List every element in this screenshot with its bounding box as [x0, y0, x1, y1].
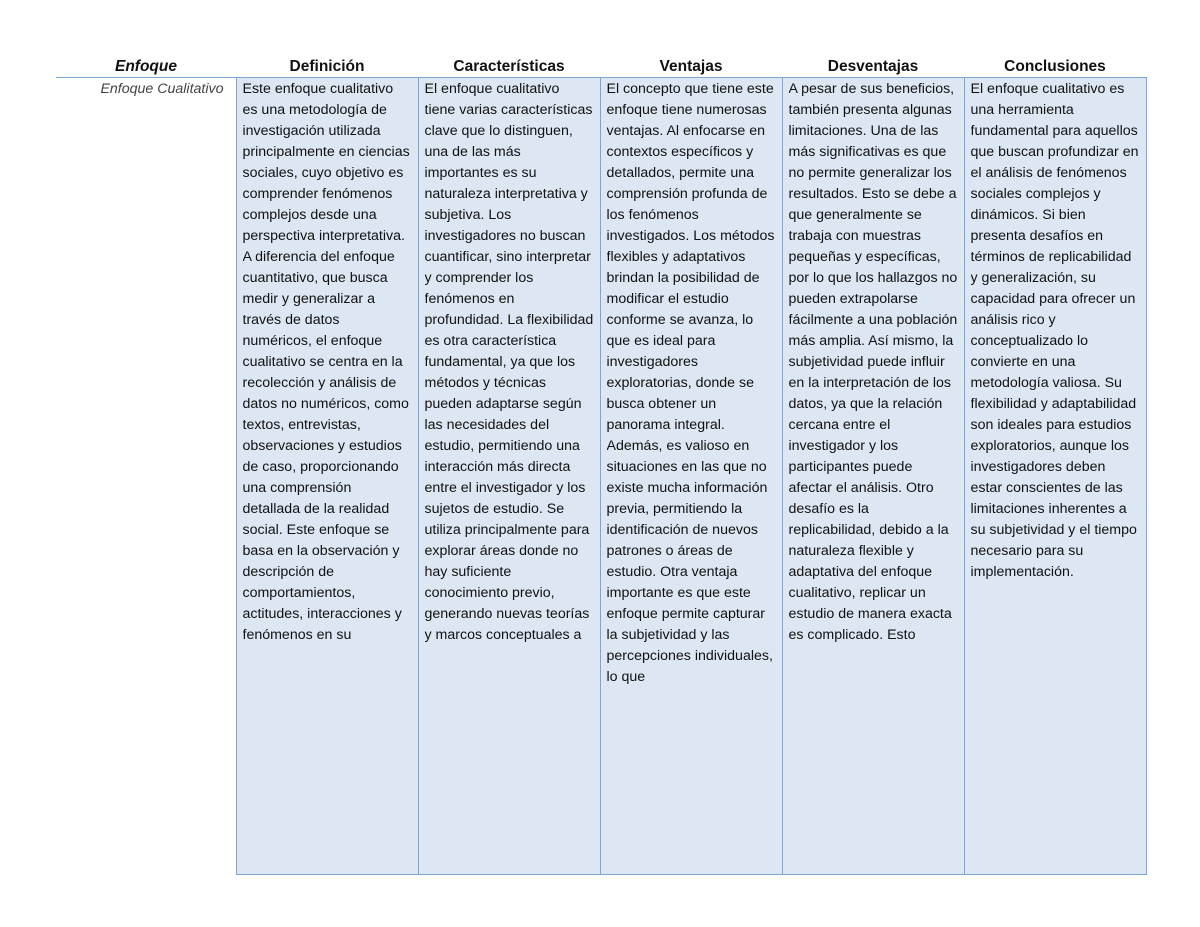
cell-definicion-text: Este enfoque cualitativo es una metodología de investigación utilizada principalmente en ciencias sociales, cuyo objetivo es comprender fenómenos complejos desde una perspectiva interpretativa. A diferencia del enfoque cuantitativo, que busca medir y generalizar a través de datos numéricos, el enfoque cualitativo se centra en la recolección y análisis de datos no numéricos, como textos, entrevistas, observaciones y estudios de caso, proporcionando una comprensión detallada de la realidad social. Este enfoque se basa en la observación y descripción de comportamientos, actitudes, interacciones y fenómenos en su	[242, 81, 410, 643]
cell-ventajas	[600, 78, 782, 875]
cell-desventajas	[782, 78, 964, 875]
header-caracteristicas: Características	[418, 56, 600, 78]
cell-desventajas-text: A pesar de sus beneficios, también presenta algunas limitaciones. Una de las más significativas es que no permite generalizar los resultados. Esto se debe a que generalmente se trabaja con muestras pequeñas y específicas, por lo que los hallazgos no pueden extrapolarse fácilmente a una población más amplia. Así mismo, la subjetividad puede influir en la interpretación de los datos, ya que la relación cercana entre el investigador y los participantes puede afectar el análisis. Otro desafío es la replicabilidad, debido a la naturaleza flexible y adaptativa del enfoque cualitativo, replicar un estudio de manera exacta es complicado. Esto	[788, 81, 958, 643]
table-row	[56, 78, 1146, 875]
comparison-table-container	[56, 56, 1146, 875]
header-enfoque: Enfoque	[56, 56, 236, 78]
cell-caracteristicas-text: El enfoque cualitativo tiene varias características clave que lo distinguen, una de las más importantes es su naturaleza interpretativa y subjetiva. Los investigadores no buscan cuantificar, sino interpretar y comprender los fenómenos en profundidad. La flexibilidad es otra característica fundamental, ya que los métodos y técnicas pueden adaptarse según las necesidades del estudio, permitiendo una interacción más directa entre el investigador y los sujetos de estudio. Se utiliza principalmente para explorar áreas donde no hay suficiente conocimiento previo, generando nuevas teorías y marcos conceptuales a	[424, 81, 594, 643]
header-ventajas: Ventajas	[600, 56, 782, 78]
header-definicion: Definición	[236, 56, 418, 78]
cell-definicion	[236, 78, 418, 875]
cell-ventajas-text: El concepto que tiene este enfoque tiene numerosas ventajas. Al enfocarse en contextos específicos y detallados, permite una comprensión profunda de los fenómenos investigados. Los métodos flexibles y adaptativos brindan la posibilidad de modificar el estudio conforme se avanza, lo que es ideal para investigadores exploratorias, donde se busca obtener un panorama integral. Además, es valioso en situaciones en las que no existe mucha información previa, permitiendo la identificación de nuevos patrones o áreas de estudio. Otra ventaja importante es que este enfoque permite capturar la subjetividad y las percepciones individuales, lo que	[606, 81, 775, 685]
comparison-table	[56, 56, 1147, 875]
cell-caracteristicas	[418, 78, 600, 875]
cell-conclusiones	[964, 78, 1146, 875]
header-row	[56, 56, 1146, 78]
cell-conclusiones-text: El enfoque cualitativo es una herramienta fundamental para aquellos que buscan profundizar en el análisis de fenómenos sociales complejos y dinámicos. Si bien presenta desafíos en términos de replicabilidad y generalización, su capacidad para ofrecer un análisis rico y conceptualizado lo convierte en una metodología valiosa. Su flexibilidad y adaptabilidad son ideales para estudios exploratorios, aunque los investigadores deben estar conscientes de las limitaciones inherentes a su subjetividad y el tiempo necesario para su implementación.	[970, 81, 1139, 580]
header-conclusiones: Conclusiones	[964, 56, 1146, 78]
header-desventajas: Desventajas	[782, 56, 964, 78]
row-label-enfoque-cualitativo: Enfoque Cualitativo	[100, 81, 224, 97]
